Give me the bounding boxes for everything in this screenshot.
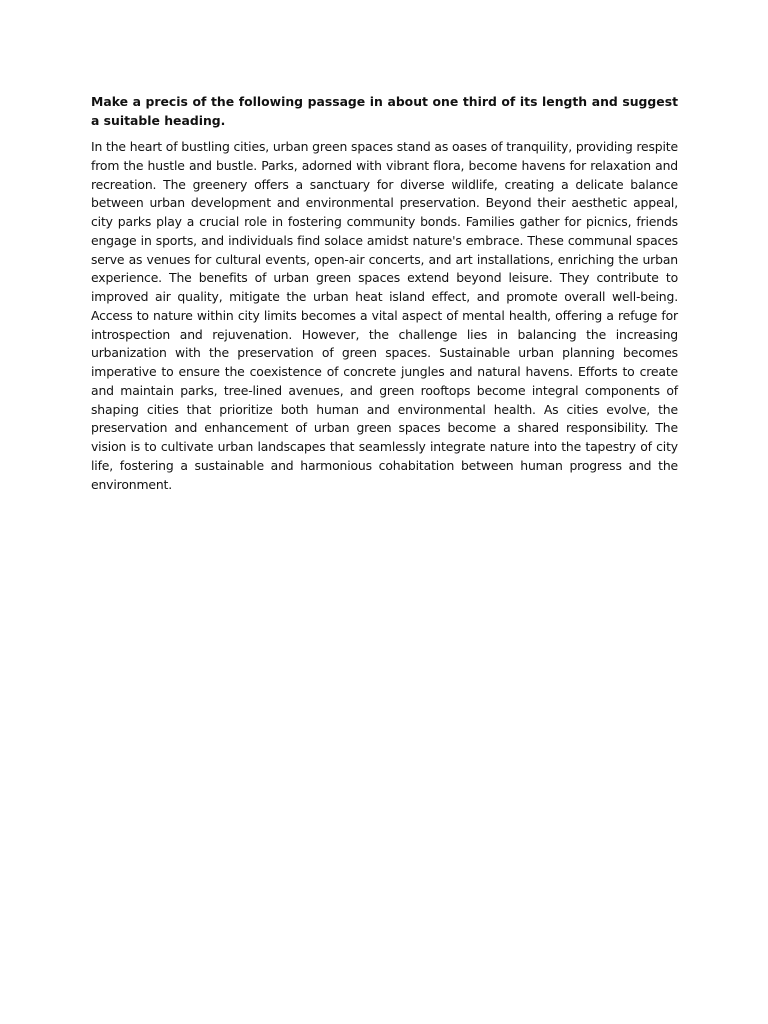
passage-text: In the heart of bustling cities, urban green spaces stand as oases of tranquility, providing respite from the hustle and bustle. Parks, adorned with vibrant flora, become havens for relaxation and recreation. The greenery offers a sanctuary for diverse wildlife, creating a delicate balance between urban development and environmental preservation. Beyond their aesthetic appeal, city parks play a crucial role in fostering community bonds. Families gather for picnics, friends engage in sports, and individuals find solace amidst nature's embrace. These communal spaces serve as venues for cultural events, open-air concerts, and art installations, enriching the urban experience. The benefits of urban green spaces extend beyond leisure. They contribute to improved air quality, mitigate the urban heat island effect, and promote overall well-being. Access to nature within city limits becomes a vital aspect of mental health, offering a refuge for introspection and rejuvenation. However, the challenge lies in balancing the increasing urbanization with the preservation of green spaces. Sustainable urban planning becomes imperative to ensure the coexistence of concrete jungles and natural havens. Efforts to create and maintain parks, tree-lined avenues, and green rooftops become integral components of shaping cities that prioritize both human and environmental health. As cities evolve, the preservation and enhancement of urban green spaces become a shared responsibility. The vision is to cultivate urban landscapes that seamlessly integrate nature into the tapestry of city life, fostering a sustainable and harmonious cohabitation between human progress and the environment. bbox=[91, 139, 678, 492]
document-content bbox=[91, 92, 678, 494]
question-heading: Make a precis of the following passage in about one third of its length and suggest a suitable heading. bbox=[91, 94, 678, 128]
